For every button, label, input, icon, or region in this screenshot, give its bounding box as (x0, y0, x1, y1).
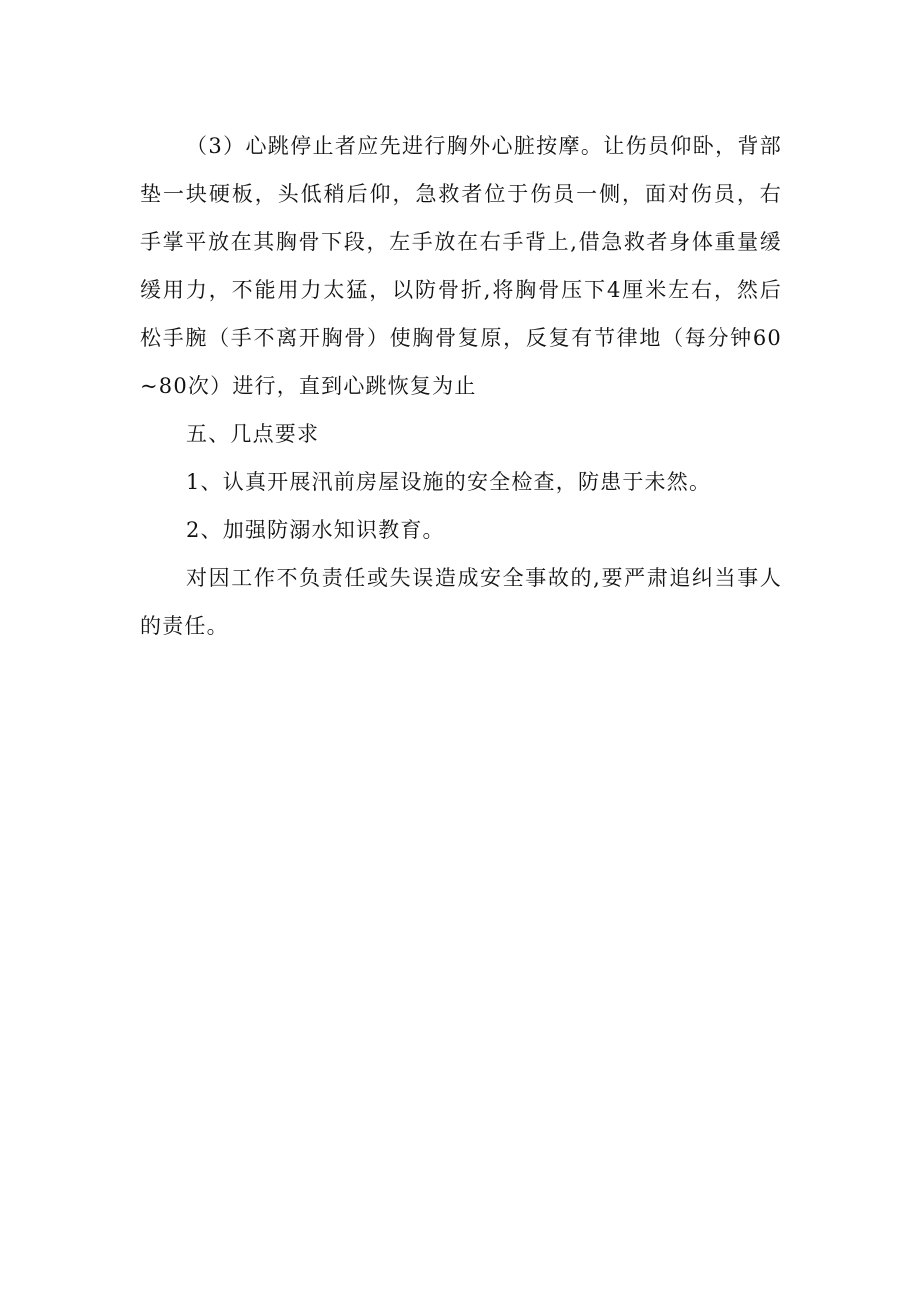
paragraph-accountability: 对因工作不负责任或失误造成安全事故的,要严肃追纠当事人的责任。 (140, 566, 782, 638)
paragraph-cpr-instructions: （3）心跳停止者应先进行胸外心脏按摩。让伤员仰卧，背部垫一块硬板，头低稍后仰，急救者位于伤员一侧，面对伤员，右手掌平放在其胸骨下段，左手放在右手背上,借急救者身体重量缓缓用力，不能用力太猛，以防骨折,将胸骨压下4厘米左右，然后松手腕（手不离开胸骨）使胸骨复原，反复有节律地（每分钟60~80次）进行，直到心跳恢复为止 (140, 134, 782, 398)
document-body (140, 122, 782, 650)
section-heading-requirements: 五、几点要求 (186, 422, 320, 446)
requirement-item-2: 2、加强防溺水知识教育。 (186, 518, 445, 542)
requirement-item-1: 1、认真开展汛前房屋设施的安全检查，防患于未然。 (186, 470, 712, 494)
